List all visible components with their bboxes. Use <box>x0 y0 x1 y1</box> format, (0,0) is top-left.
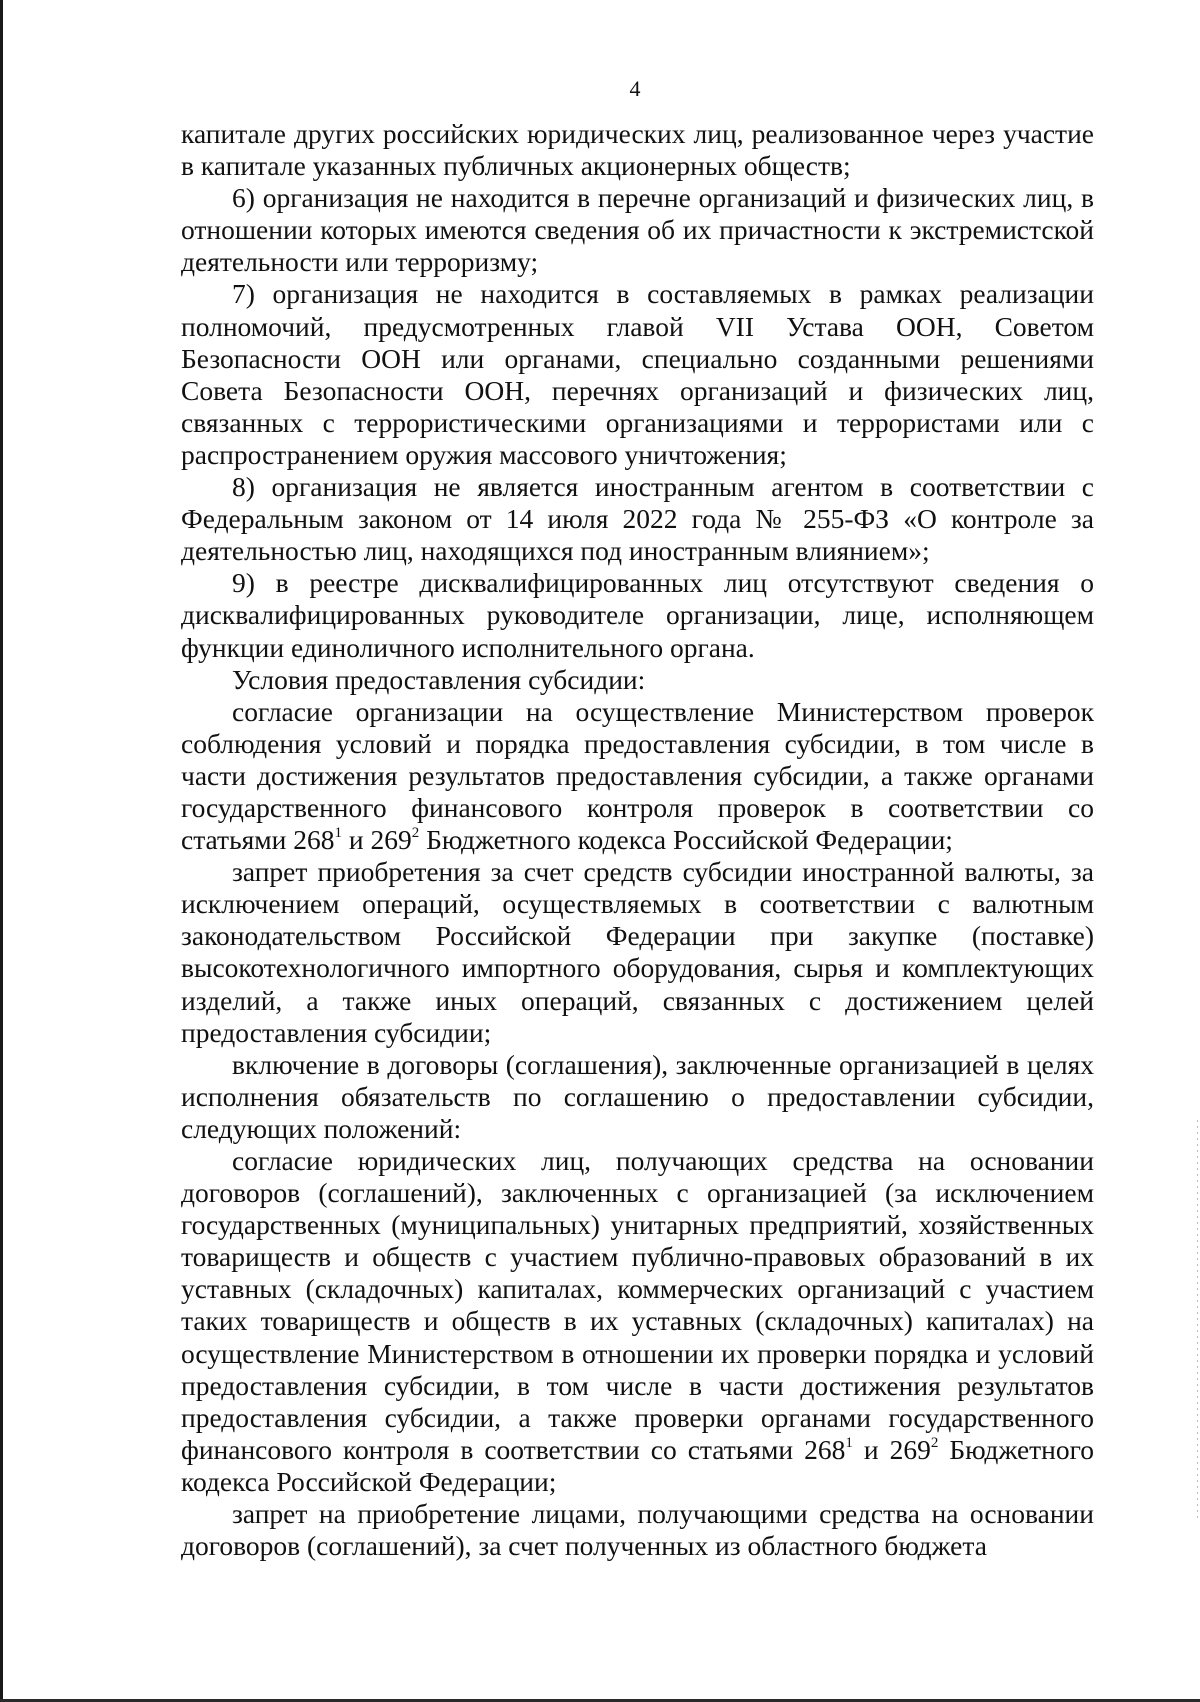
superscript-2: 2 <box>411 824 420 841</box>
list-item-7: 7) организация не находится в составляемых в рамках реализации полномочий, предусмотренных главой VII Устава ООН, Советом Безопасности ООН или органами, специально созданными решениями Совета Безопасности ООН, перечнях организаций и физических лиц, связанных с террористическими организациями и террористами или с распространением оружия массового уничтожения; <box>181 278 1094 470</box>
scan-left-border <box>0 0 3 1702</box>
condition-contract-inclusion: включение в договоры (соглашения), заключенные организацией в целях исполнения обязательств по соглашению о предоставлении субсидии, следующих положений: <box>181 1048 1094 1144</box>
condition-consent-inspections <box>181 696 1094 856</box>
document-body <box>181 118 1094 1562</box>
condition-consent-text-end: Бюджетного кодекса Российской Федерации; <box>419 824 953 856</box>
superscript-1: 1 <box>845 1434 853 1451</box>
list-item-8: 8) организация не является иностранным агентом в соответствии с Федеральным законом от 14 июля 2022 года № 255-ФЗ «О контроле за деятельностью лиц, находящихся под иностранным влиянием»; <box>181 471 1094 567</box>
condition-consent-text-mid: и 269 <box>342 824 412 856</box>
paragraph-continuation: капитале других российских юридических лиц, реализованное через участие в капитале указанных публичных акционерных обществ; <box>181 118 1094 182</box>
list-item-6: 6) организация не находится в перечне организаций и физических лиц, в отношении которых имеются сведения об их причастности к экстремистской деятельности или терроризму; <box>181 182 1094 278</box>
provision-consent-text-mid: и 269 <box>852 1433 931 1465</box>
section-heading-conditions: Условия предоставления субсидии: <box>232 663 646 695</box>
superscript-2: 2 <box>930 1434 939 1451</box>
provision-consent-text-end: Бюджетного кодекса Российской Федерации; <box>181 1433 1094 1497</box>
list-item-9: 9) в реестре дисквалифицированных лиц отсутствуют сведения о дисквалифицированных руководителе организации, лице, исполняющем функции единоличного исполнительного органа. <box>181 567 1094 663</box>
condition-consent-text: согласие организации на осуществление Министерством проверок соблюдения условий и порядка предоставления субсидии, в том числе в части достижения результатов предоставления субсидии, а также органами государственного финансового контроля проверок в соответствии со статьями 268 <box>181 695 1094 856</box>
provision-acquisition-ban: запрет на приобретение лицами, получающими средства на основании договоров (соглашений), за счет полученных из областного бюджета <box>181 1498 1094 1562</box>
scan-right-artifact <box>1197 1120 1198 1520</box>
superscript-1: 1 <box>334 824 343 841</box>
condition-currency-ban: запрет приобретения за счет средств субсидии иностранной валюты, за исключением операций, осуществляемых в соответствии с валютным законодательством Российской Федерации при закупке (поставке) высокотехнологичного импортного оборудования, сырья и комплектующих изделий, а также иных операций, связанных с достижением целей предоставления субсидии; <box>181 856 1094 1048</box>
provision-consent-text: согласие юридических лиц, получающих средства на основании договоров (соглашений), заключенных с организацией (за исключением государственных (муниципальных) унитарных предприятий, хозяйственных товариществ и обществ с участием публично-правовых образований в их уставных (складочных) капиталах, коммерческих организаций с участием таких товариществ и обществ в их уставных (складочных) капиталах) на осуществление Министерством в отношении их проверки порядка и условий предоставления субсидии, в том числе в части достижения результатов предоставления субсидии, а также проверки органами государственного финансового контроля в соответствии со статьями 268 <box>181 1145 1094 1465</box>
provision-consent-legal-entities <box>181 1145 1094 1498</box>
page-number: 4 <box>629 76 641 101</box>
